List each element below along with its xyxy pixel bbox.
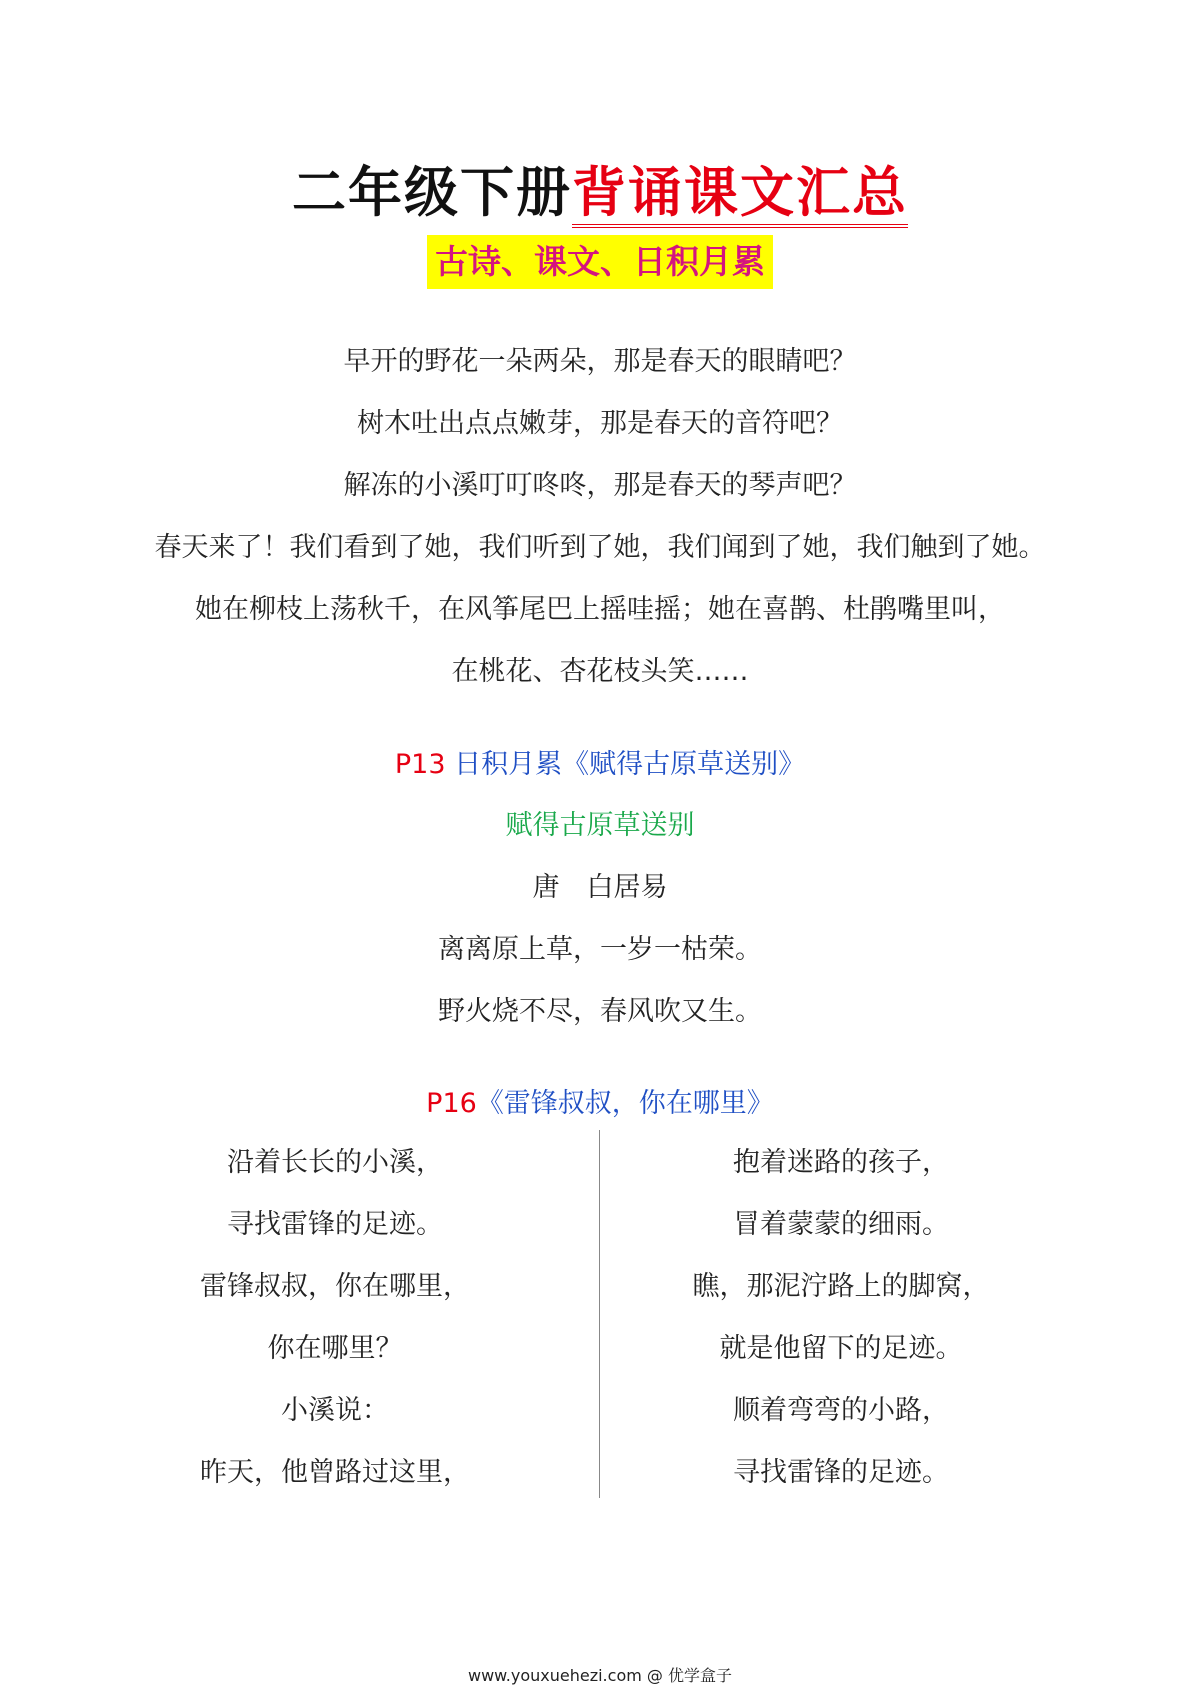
- page-title-black: 二年级下册: [292, 161, 572, 224]
- text-line: 寻找雷锋的足迹。: [227, 1209, 443, 1240]
- page-title: [0, 160, 1200, 226]
- text-line: 冒着蒙蒙的细雨。: [733, 1209, 949, 1240]
- subtitle-wrap: [0, 235, 1200, 289]
- poem-left-column: [135, 1143, 535, 1515]
- poem-author: 唐 白居易: [532, 872, 668, 903]
- section2-heading: [0, 1084, 1200, 1124]
- text-line: 就是他留下的足迹。: [719, 1333, 963, 1364]
- text-line: 昨天，他曾路过这里，: [200, 1457, 470, 1488]
- poem-title: 赋得古原草送别: [505, 810, 695, 841]
- section1-page: P13: [394, 749, 446, 780]
- column-divider: [599, 1130, 600, 1498]
- page-subtitle: 古诗、课文、日积月累: [427, 235, 773, 289]
- text-line: 抱着迷路的孩子，: [733, 1147, 949, 1178]
- footer-watermark: www.youxuehezi.com @ 优学盒子: [468, 1666, 732, 1685]
- page-title-red: 背诵课文汇总: [572, 161, 908, 228]
- section2-page: P16: [426, 1088, 477, 1119]
- text-line: 你在哪里？: [267, 1333, 403, 1364]
- section2-title: 《雷锋叔叔，你在哪里》: [476, 1088, 774, 1119]
- text-line: 雷锋叔叔，你在哪里，: [200, 1271, 470, 1302]
- intro-line: 树木吐出点点嫩芽，那是春天的音符吧？: [357, 408, 843, 439]
- intro-line: 在桃花、杏花枝头笑……: [451, 656, 749, 687]
- poem-line: 野火烧不尽，春风吹又生。: [438, 996, 762, 1027]
- text-line: 沿着长长的小溪，: [227, 1147, 443, 1178]
- section1-title: 日积月累《赋得古原草送别》: [454, 749, 806, 780]
- intro-line: 解冻的小溪叮叮咚咚，那是春天的琴声吧？: [343, 470, 857, 501]
- poem-line: 离离原上草，一岁一枯荣。: [438, 934, 762, 965]
- text-line: 顺着弯弯的小路，: [733, 1395, 949, 1426]
- intro-line: 她在柳枝上荡秋千，在风筝尾巴上摇哇摇；她在喜鹊、杜鹃嘴里叫，: [195, 594, 1005, 625]
- text-line: 寻找雷锋的足迹。: [733, 1457, 949, 1488]
- intro-line: 春天来了！我们看到了她，我们听到了她，我们闻到了她，我们触到了她。: [154, 532, 1046, 563]
- poem-right-column: [641, 1143, 1041, 1515]
- section1-heading: [0, 745, 1200, 785]
- text-line: 瞧，那泥泞路上的脚窝，: [692, 1271, 990, 1302]
- intro-line: 早开的野花一朵两朵，那是春天的眼睛吧？: [343, 346, 857, 377]
- text-line: 小溪说：: [281, 1395, 389, 1426]
